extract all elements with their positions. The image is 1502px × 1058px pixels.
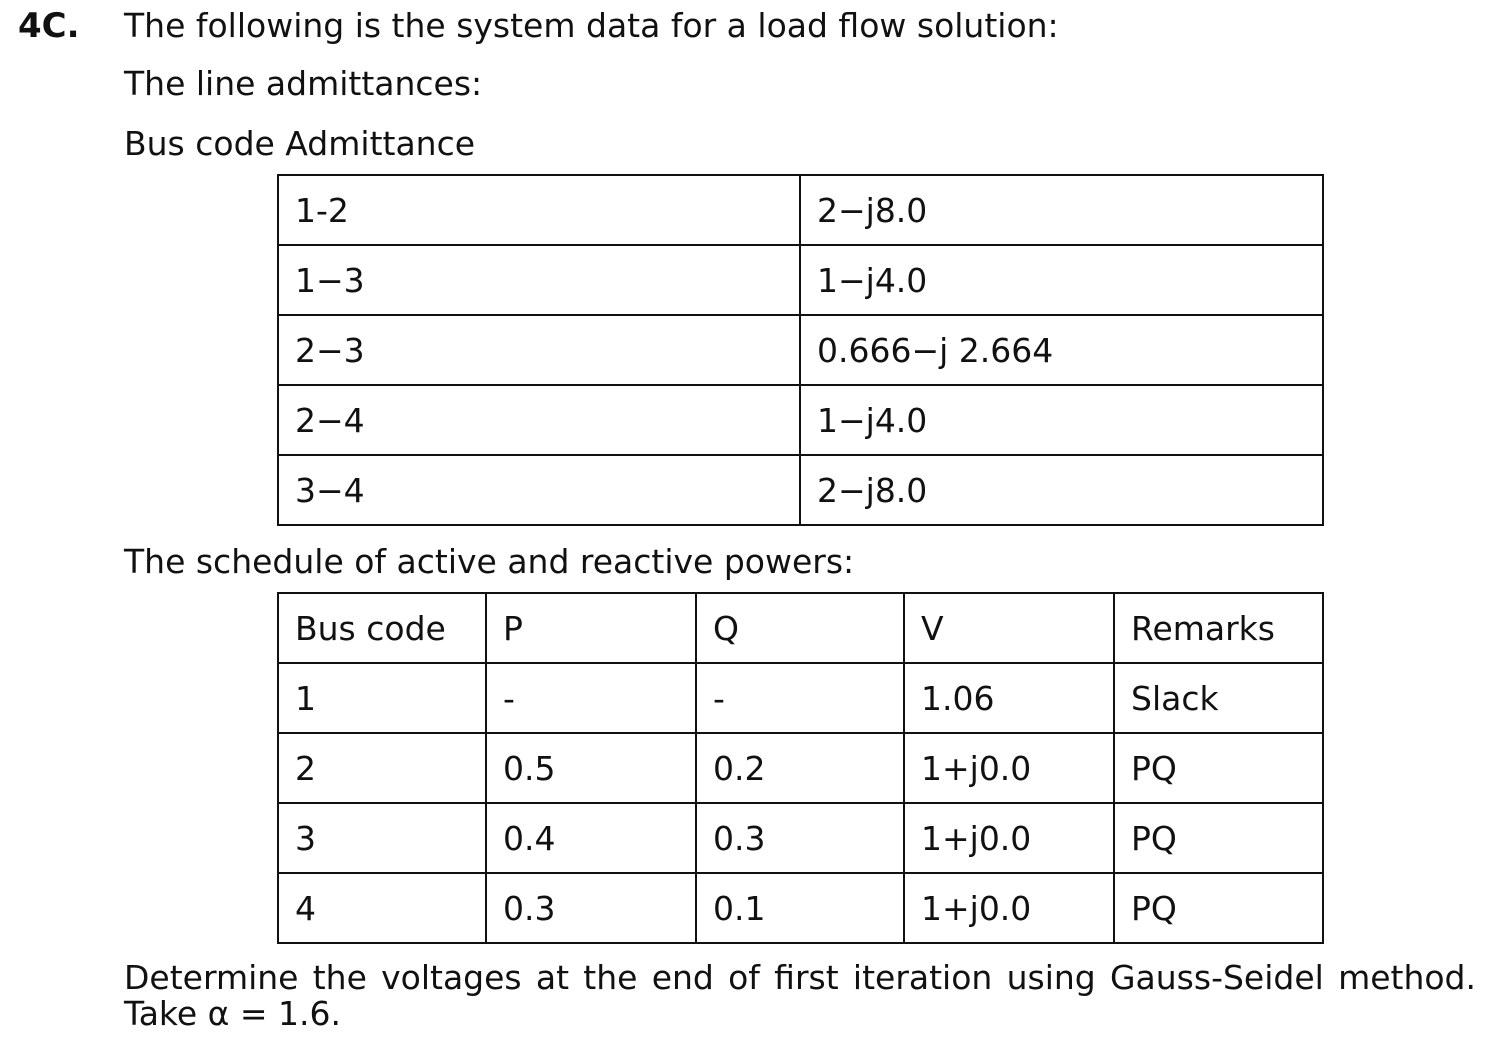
admittance-cell: 0.666−j 2.664 [800, 315, 1323, 385]
question-intro: The following is the system data for a load flow solution: [124, 6, 1059, 45]
final-instruction: Determine the voltages at the end of first iteration using Gauss-Seidel method. Take α = 1.6. [124, 958, 1476, 1033]
admittance-cell: 2−j8.0 [800, 455, 1323, 525]
remarks-cell: Slack [1114, 663, 1323, 733]
power-schedule-table [277, 592, 1324, 944]
p-cell: - [486, 663, 696, 733]
bus-code-cell: 3 [278, 803, 486, 873]
column-header-q: Q [696, 593, 904, 663]
bus-code-cell: 1 [278, 663, 486, 733]
bus-code-cell: 4 [278, 873, 486, 943]
bus-code-cell: 3−4 [278, 455, 800, 525]
table-row [278, 245, 1323, 315]
table-row [278, 315, 1323, 385]
column-header-v: V [904, 593, 1114, 663]
bus-code-cell: 1-2 [278, 175, 800, 245]
question-number: 4C. [18, 6, 80, 46]
line-admittances-heading: The line admittances: [124, 64, 483, 103]
column-header-bus-code: Bus code [278, 593, 486, 663]
admittance-cell: 1−j4.0 [800, 245, 1323, 315]
table-row [278, 873, 1323, 943]
q-cell: - [696, 663, 904, 733]
bus-code-cell: 2−4 [278, 385, 800, 455]
v-cell: 1+j0.0 [904, 733, 1114, 803]
table-row [278, 175, 1323, 245]
admittance-cell: 2−j8.0 [800, 175, 1323, 245]
power-schedule-heading: The schedule of active and reactive powers: [124, 542, 855, 581]
table-row [278, 385, 1323, 455]
bus-code-cell: 2 [278, 733, 486, 803]
p-cell: 0.4 [486, 803, 696, 873]
remarks-cell: PQ [1114, 803, 1323, 873]
q-cell: 0.3 [696, 803, 904, 873]
v-cell: 1.06 [904, 663, 1114, 733]
remarks-cell: PQ [1114, 733, 1323, 803]
q-cell: 0.2 [696, 733, 904, 803]
table-header-row [278, 593, 1323, 663]
admittance-table-caption: Bus code Admittance [124, 124, 476, 163]
table-row [278, 803, 1323, 873]
bus-code-cell: 1−3 [278, 245, 800, 315]
admittance-cell: 1−j4.0 [800, 385, 1323, 455]
v-cell: 1+j0.0 [904, 873, 1114, 943]
p-cell: 0.5 [486, 733, 696, 803]
table-row [278, 733, 1323, 803]
v-cell: 1+j0.0 [904, 803, 1114, 873]
p-cell: 0.3 [486, 873, 696, 943]
remarks-cell: PQ [1114, 873, 1323, 943]
table-row [278, 663, 1323, 733]
table-row [278, 455, 1323, 525]
column-header-remarks: Remarks [1114, 593, 1323, 663]
q-cell: 0.1 [696, 873, 904, 943]
admittance-table [277, 174, 1324, 526]
column-header-p: P [486, 593, 696, 663]
bus-code-cell: 2−3 [278, 315, 800, 385]
